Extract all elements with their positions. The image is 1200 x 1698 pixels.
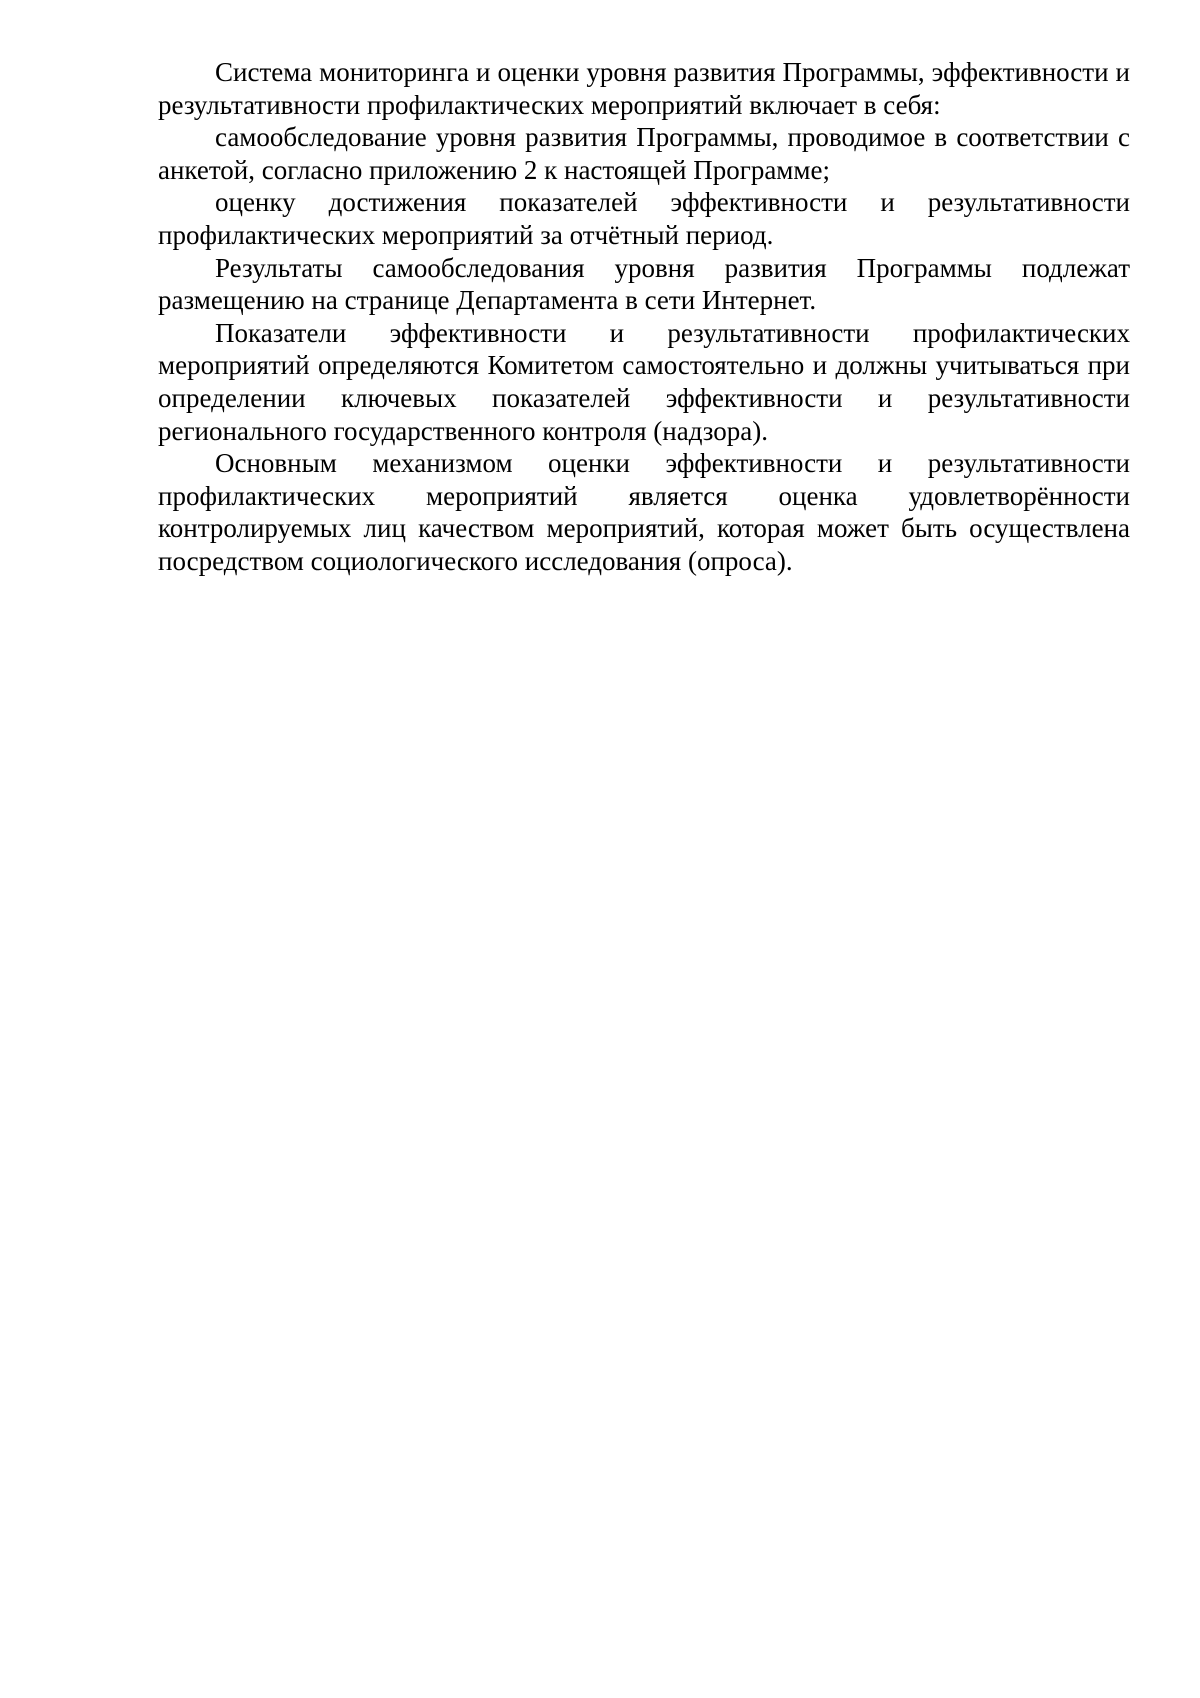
document-body <box>158 56 1130 578</box>
paragraph-indicator-assessment: оценку достижения показателей эффективности и результативности профилактических мероприятий за отчётный период. <box>158 187 1130 250</box>
paragraph-results-publication: Результаты самообследования уровня развития Программы подлежат размещению на странице Департамента в сети Интернет. <box>158 252 1130 316</box>
paragraph-main-mechanism: Основным механизмом оценки эффективности и результативности профилактических мероприятий является оценка удовлетворённости контролируемых лиц качеством мероприятий, которая может быть осуществлена посредством социологического исследования (опроса). <box>158 448 1130 576</box>
paragraph-monitoring-system: Система мониторинга и оценки уровня развития Программы, эффективности и результативности профилактических мероприятий включает в себя: <box>158 57 1130 120</box>
paragraph-indicators-definition: Показатели эффективности и результативности профилактических мероприятий определяются Комитетом самостоятельно и должны учитываться при определении ключевых показателей эффективности и результативности регионального государственного контроля (надзора). <box>158 317 1130 446</box>
paragraph-self-assessment: самообследование уровня развития Программы, проводимое в соответствии с анкетой, согласно приложению 2 к настоящей Программе; <box>158 122 1130 185</box>
